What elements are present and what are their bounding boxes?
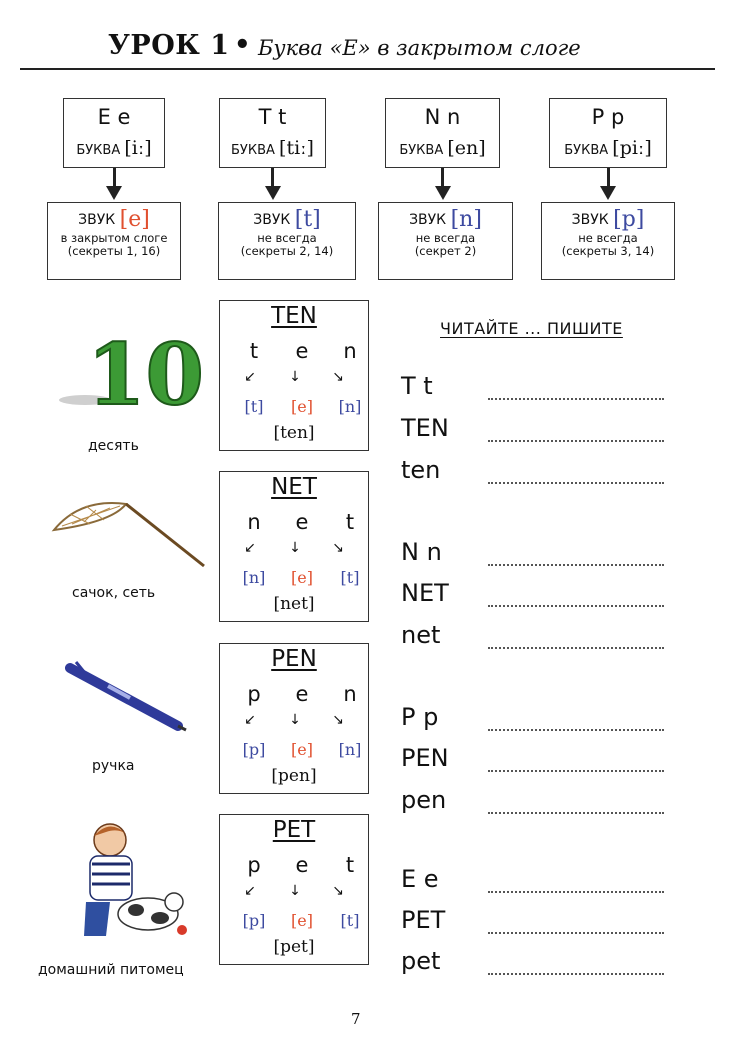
card-sound: [e] xyxy=(291,568,313,587)
sound-box xyxy=(218,202,356,280)
sound-line xyxy=(48,207,180,232)
letter-name: P p xyxy=(591,105,625,129)
sound-symbol: [e] xyxy=(119,207,150,232)
arrow-down-right-icon: ↘ xyxy=(332,712,344,728)
sound-label: ЗВУК xyxy=(78,212,116,228)
sound-note: в закрытом слоге xyxy=(60,231,168,245)
down-arrow-shaft xyxy=(271,168,274,188)
letter-transcription: [iː] xyxy=(124,137,152,159)
card-word: NET xyxy=(271,474,317,500)
sound-symbol: [p] xyxy=(613,207,645,232)
practice-word: N n xyxy=(401,538,442,566)
read-write-title: ЧИТАЙТЕ ... ПИШИТЕ xyxy=(440,319,623,338)
writing-line xyxy=(488,564,664,566)
sound-symbol: [n] xyxy=(450,207,482,232)
sound-box xyxy=(47,202,181,280)
sound-label: ЗВУК xyxy=(571,212,609,228)
card-sound: [n] xyxy=(338,740,362,759)
sound-box xyxy=(378,202,513,280)
card-letter: p xyxy=(247,853,261,877)
writing-line xyxy=(488,398,664,400)
down-arrow-shaft xyxy=(441,168,444,188)
practice-word: P p xyxy=(401,703,439,731)
writing-line xyxy=(488,812,664,814)
writing-line xyxy=(488,647,664,649)
card-transcription: [pen] xyxy=(271,766,317,786)
card-sound: [t] xyxy=(340,568,360,587)
card-letter: e xyxy=(295,853,309,877)
writing-line xyxy=(488,440,664,442)
down-arrow-icon xyxy=(106,186,122,200)
card-letter: n xyxy=(343,339,357,363)
card-letter: e xyxy=(295,682,309,706)
sound-line xyxy=(379,207,512,232)
letter-name: N n xyxy=(424,105,461,129)
letter-label: БУКВА xyxy=(76,143,121,158)
letter-label-line xyxy=(386,137,499,159)
arrow-down-icon: ↓ xyxy=(289,540,301,556)
practice-word: PEN xyxy=(401,744,449,772)
practice-word: net xyxy=(401,621,441,649)
arrow-down-left-icon: ↙ xyxy=(244,712,256,728)
card-word: PEN xyxy=(271,646,317,672)
sound-line xyxy=(219,207,355,232)
card-sound: [n] xyxy=(338,397,362,416)
card-letter: n xyxy=(343,682,357,706)
practice-word: E e xyxy=(401,865,439,893)
arrow-down-right-icon: ↘ xyxy=(332,540,344,556)
letter-label-line xyxy=(550,137,666,159)
word-card xyxy=(219,300,369,451)
caption-pet: домашний питомец xyxy=(38,962,184,978)
practice-word: T t xyxy=(401,372,433,400)
sound-note: не всегда xyxy=(257,231,317,245)
letter-label-line xyxy=(64,137,164,159)
word-card xyxy=(219,471,369,622)
word-card xyxy=(219,643,369,794)
card-transcription: [net] xyxy=(273,594,315,614)
down-arrow-icon xyxy=(435,186,451,200)
letter-name: E e xyxy=(97,105,131,129)
letter-box xyxy=(385,98,500,168)
word-card xyxy=(219,814,369,965)
butterfly-net-icon xyxy=(50,492,210,572)
sound-label: ЗВУК xyxy=(409,212,447,228)
practice-word: pet xyxy=(401,947,441,975)
arrow-down-left-icon: ↙ xyxy=(244,540,256,556)
caption-pen: ручка xyxy=(92,758,135,774)
sound-secret: (секреты 1, 16) xyxy=(67,244,161,258)
card-sound: [p] xyxy=(242,911,266,930)
writing-line xyxy=(488,605,664,607)
down-arrow-icon xyxy=(600,186,616,200)
writing-line xyxy=(488,973,664,975)
lesson-number: УРОК 1 xyxy=(108,30,230,61)
header-bullet: • xyxy=(234,30,251,60)
caption-net: сачок, сеть xyxy=(72,585,156,601)
ten-picture xyxy=(55,318,204,424)
card-word: PET xyxy=(272,817,316,843)
sound-note: не всегда xyxy=(415,231,476,245)
card-sound: [t] xyxy=(340,911,360,930)
pen-icon xyxy=(60,656,190,736)
card-transcription: [ten] xyxy=(273,423,315,443)
page-number: 7 xyxy=(351,1010,361,1028)
arrow-down-right-icon: ↘ xyxy=(332,883,344,899)
net-picture xyxy=(50,492,210,572)
sound-note: не всегда xyxy=(578,231,638,245)
card-sound: [t] xyxy=(244,397,264,416)
arrow-down-icon: ↓ xyxy=(289,883,301,899)
card-letter: t xyxy=(345,853,355,877)
letter-box xyxy=(219,98,326,168)
pen-picture xyxy=(60,656,190,736)
sound-secret: (секрет 2) xyxy=(414,244,477,258)
card-letter: t xyxy=(249,339,259,363)
letter-transcription: [piː] xyxy=(612,137,652,159)
card-letter: e xyxy=(295,339,309,363)
writing-line xyxy=(488,932,664,934)
sound-line xyxy=(542,207,674,232)
writing-line xyxy=(488,482,664,484)
down-arrow-shaft xyxy=(607,168,610,188)
letter-label-line xyxy=(220,137,325,159)
card-sound: [p] xyxy=(242,740,266,759)
letter-label: БУКВА xyxy=(399,143,444,158)
letter-box xyxy=(63,98,165,168)
card-sound: [e] xyxy=(291,911,313,930)
lesson-topic: Буква «Е» в закрытом слоге xyxy=(258,36,581,60)
practice-word: pen xyxy=(401,786,447,814)
writing-line xyxy=(488,729,664,731)
card-letter: e xyxy=(295,510,309,534)
letter-label: БУКВА xyxy=(564,143,609,158)
letter-transcription: [en] xyxy=(447,137,486,159)
card-transcription: [pet] xyxy=(273,937,315,957)
practice-word: PET xyxy=(401,906,446,934)
arrow-down-icon: ↓ xyxy=(289,369,301,385)
number-ten-icon xyxy=(55,318,204,424)
number-ten-text: 10 xyxy=(87,325,204,424)
card-sound: [e] xyxy=(291,740,313,759)
pet-picture xyxy=(70,818,190,958)
writing-line xyxy=(488,891,664,893)
practice-word: NET xyxy=(401,579,449,607)
down-arrow-shaft xyxy=(113,168,116,188)
arrow-down-right-icon: ↘ xyxy=(332,369,344,385)
letter-label: БУКВА xyxy=(231,143,275,158)
card-letter: t xyxy=(345,510,355,534)
arrow-down-left-icon: ↙ xyxy=(244,369,256,385)
letter-name: T t xyxy=(258,105,287,129)
arrow-down-left-icon: ↙ xyxy=(244,883,256,899)
card-letter: p xyxy=(247,682,261,706)
down-arrow-icon xyxy=(265,186,281,200)
sound-secret: (секреты 3, 14) xyxy=(561,244,655,258)
caption-ten: десять xyxy=(88,438,139,454)
lesson-header xyxy=(20,28,715,70)
card-sound: [e] xyxy=(291,397,313,416)
sound-symbol: [t] xyxy=(294,207,321,232)
letter-transcription: [tiː] xyxy=(279,137,314,159)
card-word: TEN xyxy=(271,303,317,329)
boy-with-dog-icon xyxy=(70,818,190,958)
practice-word: ten xyxy=(401,456,441,484)
card-letter: n xyxy=(247,510,261,534)
sound-box xyxy=(541,202,675,280)
writing-line xyxy=(488,770,664,772)
practice-word: TEN xyxy=(401,414,449,442)
letter-box xyxy=(549,98,667,168)
arrow-down-icon: ↓ xyxy=(289,712,301,728)
sound-secret: (секреты 2, 14) xyxy=(240,244,334,258)
card-sound: [n] xyxy=(242,568,266,587)
sound-label: ЗВУК xyxy=(253,212,291,228)
